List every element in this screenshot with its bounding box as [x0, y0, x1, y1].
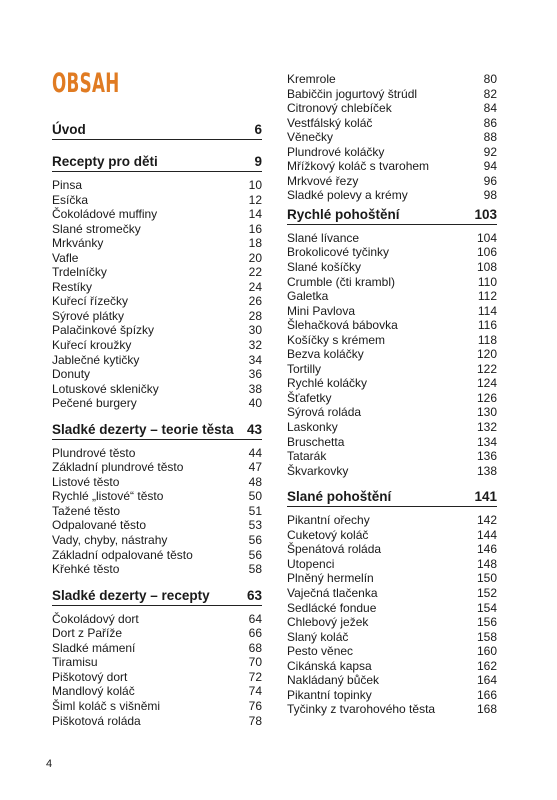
toc-entry[interactable] [52, 178, 262, 193]
toc-entry[interactable] [287, 571, 497, 586]
toc-entry-page: 16 [248, 221, 262, 236]
toc-entry-page: 134 [476, 434, 497, 449]
toc-entry-page: 78 [248, 713, 262, 728]
toc-entry[interactable] [52, 504, 262, 519]
toc-section[interactable] [52, 421, 262, 440]
toc-entry-page: 22 [248, 265, 262, 280]
toc-entry-title: Galetka [287, 289, 329, 304]
toc-entry-page: 72 [248, 669, 262, 684]
section-page: 6 [254, 122, 262, 137]
toc-right-sections [287, 206, 497, 717]
toc-entry-title: Lotuskové skleničky [52, 381, 159, 396]
toc-entry-page: 116 [477, 318, 497, 333]
toc-entry-page: 58 [248, 562, 262, 577]
toc-entry[interactable] [52, 641, 262, 656]
toc-entry[interactable] [287, 318, 497, 333]
toc-entry-page: 20 [248, 250, 262, 265]
toc-entry[interactable] [52, 518, 262, 533]
toc-entry-title: Restíky [52, 279, 93, 294]
toc-section-title: Rychlé pohoštění [287, 206, 400, 222]
toc-entry[interactable] [287, 464, 497, 479]
toc-entry[interactable] [287, 615, 497, 630]
toc-entry[interactable] [287, 174, 497, 189]
toc-entry-page: 80 [483, 72, 497, 86]
toc-entry[interactable] [287, 528, 497, 543]
toc-entry[interactable] [52, 280, 262, 295]
toc-entry-page: 146 [476, 542, 497, 557]
toc-entry[interactable] [287, 420, 497, 435]
toc-entry-page: 168 [476, 702, 497, 717]
toc-entry-page: 66 [248, 626, 262, 641]
toc-entry[interactable] [287, 601, 497, 616]
toc-entry-page: 124 [476, 376, 497, 391]
toc-entry-title: Mrkvánky [52, 236, 104, 251]
toc-entry-page: 150 [476, 571, 497, 586]
toc-entry[interactable] [52, 251, 262, 266]
toc-entry[interactable] [52, 207, 262, 222]
toc-entry-title: Mandlový koláč [52, 684, 135, 699]
toc-entry-title: Donuty [52, 367, 91, 382]
toc-entry-title: Odpalované těsto [52, 518, 147, 533]
toc-entry-title: Listové těsto [52, 474, 120, 489]
toc-entry-page: 120 [476, 347, 497, 362]
toc-entry-title: Plundrové těsto [52, 445, 136, 460]
toc-entry[interactable] [287, 72, 497, 87]
toc-entry[interactable] [287, 101, 497, 116]
toc-entry-page: 24 [248, 279, 262, 294]
toc-entry-page: 108 [476, 260, 497, 275]
toc-entry-page: 56 [248, 533, 262, 548]
toc-entry-page: 142 [476, 513, 497, 528]
toc-entry[interactable] [52, 684, 262, 699]
toc-entry[interactable] [52, 460, 262, 475]
toc-entry-title: Kremrole [287, 72, 336, 86]
toc-entry-page: 166 [476, 687, 497, 702]
toc-entry[interactable] [52, 323, 262, 338]
toc-entry[interactable] [52, 562, 262, 577]
toc-entry-page: 56 [248, 547, 262, 562]
toc-entry-page: 68 [248, 640, 262, 655]
toc-entry-title: Laskonky [287, 420, 338, 435]
toc-entry[interactable] [287, 188, 497, 203]
toc-entry[interactable] [52, 489, 262, 504]
toc-entry[interactable] [287, 659, 497, 674]
toc-entry-page: 158 [476, 629, 497, 644]
toc-entry-title: Slaný koláč [287, 629, 349, 644]
toc-entry-title: Pesto věnec [287, 644, 354, 659]
toc-entry[interactable] [287, 702, 497, 717]
toc-entry-title: Šťafetky [287, 390, 332, 405]
toc-section-title: Sladké dezerty – recepty [52, 587, 210, 603]
toc-entry[interactable] [52, 353, 262, 368]
toc-entry-title: Pikantní ořechy [287, 513, 370, 528]
toc-entry[interactable] [52, 626, 262, 641]
toc-entry-page: 112 [477, 289, 497, 304]
toc-section-page: 43 [246, 421, 262, 437]
toc-entry-title: Pinsa [52, 178, 83, 192]
toc-entry-page: 98 [483, 188, 497, 203]
toc-entry-page: 126 [476, 390, 497, 405]
toc-entry-title: Šlehačková bábovka [287, 318, 398, 333]
toc-entry[interactable] [52, 338, 262, 353]
toc-entry-title: Pečené burgery [52, 396, 137, 411]
toc-entry-page: 82 [483, 86, 497, 101]
toc-entry-page: 110 [477, 274, 497, 289]
toc-entry-page: 28 [248, 308, 262, 323]
toc-entry-page: 94 [483, 159, 497, 174]
toc-entry[interactable] [287, 435, 497, 450]
toc-section-title: Slané pohoštění [287, 489, 392, 505]
toc-entry-title: Špenátová roláda [287, 542, 382, 557]
toc-entry-title: Citronový chlebíček [287, 101, 392, 116]
toc-entry[interactable] [52, 655, 262, 670]
toc-entry-page: 10 [248, 178, 262, 192]
toc-entry-title: Vaječná tlačenka [287, 585, 378, 600]
toc-entry-title: Tortilly [287, 361, 322, 376]
toc-entry-page: 74 [248, 684, 262, 699]
toc-entry-title: Kuřecí kroužky [52, 338, 132, 353]
toc-entry-page: 162 [476, 658, 497, 673]
toc-section-title: Recepty pro děti [52, 154, 158, 169]
toc-entry-page: 64 [248, 611, 262, 626]
toc-entry-title: Dort z Paříže [52, 626, 123, 641]
toc-entry-page: 36 [248, 367, 262, 382]
toc-entry-page: 154 [476, 600, 497, 615]
toc-entry[interactable] [52, 382, 262, 397]
toc-entry-page: 152 [476, 585, 497, 600]
toc-entry-page: 34 [248, 352, 262, 367]
toc-entry[interactable] [287, 333, 497, 348]
toc-entry[interactable] [52, 294, 262, 309]
toc-section[interactable] [287, 488, 497, 507]
page-number: 4 [46, 758, 53, 770]
toc-entry-title: Slané lívance [287, 230, 360, 245]
toc-entry-title: Čokoládový dort [52, 611, 139, 626]
toc-entry-page: 148 [476, 556, 497, 571]
toc-entry-title: Tiramisu [52, 655, 98, 670]
toc-entry-title: Utopenci [287, 556, 335, 571]
toc-entry-title: Crumble (čti krambl) [287, 274, 396, 289]
toc-entry-title: Základní plundrové těsto [52, 460, 184, 475]
toc-entry-title: Cikánská kapsa [287, 658, 372, 673]
toc-entry[interactable] [287, 405, 497, 420]
toc-entry[interactable] [287, 145, 497, 160]
toc-entry-page: 50 [248, 489, 262, 504]
toc-entry[interactable] [287, 449, 497, 464]
toc-section[interactable] [287, 206, 497, 225]
toc-entry-page: 92 [483, 144, 497, 159]
toc-entry-page: 122 [476, 361, 497, 376]
toc-section-title: Sladké dezerty – teorie těsta [52, 421, 234, 437]
toc-entry-title: Trdelníčky [52, 265, 107, 280]
toc-entry-page: 164 [476, 673, 497, 688]
toc-continued-entries [287, 72, 497, 203]
toc-entry[interactable] [52, 612, 262, 627]
toc-entry-page: 26 [248, 294, 262, 309]
toc-left-sections [52, 153, 262, 728]
toc-entry[interactable] [287, 644, 497, 659]
section-title: Úvod [52, 122, 86, 137]
toc-entry-page: 160 [476, 644, 497, 659]
toc-entry-title: Pikantní topinky [287, 687, 372, 702]
toc-entry-title: Bruschetta [287, 434, 345, 449]
toc-entry-title: Sýrová roláda [287, 405, 362, 420]
toc-entry[interactable] [52, 367, 262, 382]
toc-entry-title: Tatarák [287, 449, 327, 464]
toc-entry-title: Esíčka [52, 192, 89, 207]
toc-section[interactable] [52, 153, 262, 172]
toc-entry[interactable] [287, 260, 497, 275]
toc-entry-title: Brokolicové tyčinky [287, 245, 390, 260]
toc-entry[interactable] [52, 446, 262, 461]
toc-entry-page: 12 [248, 192, 262, 207]
toc-entry[interactable] [52, 475, 262, 490]
toc-entry-page: 30 [248, 323, 262, 338]
toc-entry-title: Piškotový dort [52, 669, 128, 684]
toc-entry-page: 138 [476, 463, 497, 478]
toc-entry[interactable] [52, 548, 262, 563]
toc-section-page: 9 [254, 154, 262, 169]
toc-section-page: 103 [474, 206, 497, 222]
toc-entry-page: 48 [248, 474, 262, 489]
toc-entry-title: Vady, chyby, nástrahy [52, 533, 168, 548]
toc-entry-page: 132 [476, 420, 497, 435]
toc-entry[interactable] [287, 513, 497, 528]
toc-entry[interactable] [52, 699, 262, 714]
toc-entry[interactable] [287, 116, 497, 131]
toc-entry-title: Mini Pavlova [287, 303, 356, 318]
toc-entry-title: Šiml koláč s višněmi [52, 698, 161, 713]
toc-entry-title: Mřížkový koláč s tvarohem [287, 159, 430, 174]
toc-entry[interactable] [287, 130, 497, 145]
toc-entry-page: 84 [483, 101, 497, 116]
toc-entry-page: 70 [248, 655, 262, 670]
toc-left-column [52, 121, 262, 728]
toc-entry-title: Slané stromečky [52, 221, 141, 236]
toc-entry-page: 51 [248, 503, 262, 518]
toc-entry-title: Rychlé koláčky [287, 376, 368, 391]
toc-entry-title: Bezva koláčky [287, 347, 364, 362]
toc-entry[interactable] [52, 396, 262, 411]
toc-entry-title: Sýrové plátky [52, 308, 125, 323]
toc-entry[interactable] [287, 245, 497, 260]
toc-entry-page: 156 [476, 615, 497, 630]
toc-entry-title: Tyčinky z tvarohového těsta [287, 702, 436, 717]
toc-section-page: 141 [474, 489, 497, 505]
toc-entry-title: Plundrové koláčky [287, 144, 385, 159]
toc-entry-title: Kuřecí řízečky [52, 294, 129, 309]
toc-entry[interactable] [52, 222, 262, 237]
toc-entry[interactable] [287, 87, 497, 102]
toc-entry[interactable] [287, 630, 497, 645]
toc-entry[interactable] [287, 557, 497, 572]
toc-entry-title: Palačinkové špízky [52, 323, 155, 338]
toc-entry-page: 88 [483, 130, 497, 145]
toc-entry-page: 106 [476, 245, 497, 260]
toc-entry[interactable] [287, 688, 497, 703]
toc-entry[interactable] [287, 231, 497, 246]
toc-entry-title: Tažené těsto [52, 503, 121, 518]
toc-entry-title: Základní odpalované těsto [52, 547, 193, 562]
toc-entry-page: 136 [476, 449, 497, 464]
toc-entry[interactable] [287, 362, 497, 377]
toc-entry-title: Babiččin jogurtový štrúdl [287, 86, 418, 101]
toc-right-column [287, 72, 497, 717]
toc-entry-page: 96 [483, 173, 497, 188]
toc-entry-title: Nakládaný bůček [287, 673, 380, 688]
toc-section[interactable] [52, 587, 262, 606]
toc-entry-title: Čokoládové muffiny [52, 207, 158, 222]
toc-entry[interactable] [52, 309, 262, 324]
toc-entry-title: Sladké mámení [52, 640, 136, 655]
toc-entry-page: 53 [248, 518, 262, 533]
toc-entry[interactable] [52, 193, 262, 208]
toc-entry-title: Rychlé „listové“ těsto [52, 489, 164, 504]
toc-entry-page: 114 [477, 303, 497, 318]
toc-entry-title: Vestfálský koláč [287, 115, 373, 130]
toc-entry[interactable] [52, 533, 262, 548]
toc-entry-page: 104 [476, 230, 497, 245]
toc-entry-title: Jablečné kytičky [52, 352, 140, 367]
toc-entry-title: Plněný hermelín [287, 571, 374, 586]
toc-entry[interactable] [287, 542, 497, 557]
toc-section-intro[interactable] [52, 121, 262, 140]
page-title: OBSAH [52, 68, 120, 99]
toc-entry-title: Chlebový ježek [287, 615, 369, 630]
toc-entry-title: Věnečky [287, 130, 334, 145]
toc-entry-page: 18 [248, 236, 262, 251]
toc-entry-title: Škvarkovky [287, 463, 349, 478]
toc-entry[interactable] [287, 275, 497, 290]
toc-entry-title: Sladké polevy a krémy [287, 188, 408, 203]
toc-entry-page: 118 [477, 332, 497, 347]
toc-entry[interactable] [287, 159, 497, 174]
toc-entry-page: 76 [248, 698, 262, 713]
toc-entry-page: 86 [483, 115, 497, 130]
toc-entry-title: Sedlácké fondue [287, 600, 377, 615]
toc-section-page: 63 [246, 587, 262, 603]
toc-entry-page: 47 [248, 460, 262, 475]
toc-entry[interactable] [52, 236, 262, 251]
toc-entry-page: 32 [248, 338, 262, 353]
toc-entry-title: Vafle [52, 250, 79, 265]
toc-entry[interactable] [287, 304, 497, 319]
toc-entry[interactable] [287, 376, 497, 391]
toc-entry-title: Křehké těsto [52, 562, 120, 577]
toc-entry-page: 130 [476, 405, 497, 420]
toc-entry[interactable] [287, 586, 497, 601]
toc-entry[interactable] [287, 347, 497, 362]
toc-entry-page: 14 [248, 207, 262, 222]
toc-entry-page: 44 [248, 445, 262, 460]
toc-entry[interactable] [287, 391, 497, 406]
toc-entry[interactable] [52, 670, 262, 685]
toc-entry[interactable] [287, 289, 497, 304]
toc-entry-page: 144 [476, 527, 497, 542]
toc-entry[interactable] [287, 673, 497, 688]
toc-entry-title: Slané košíčky [287, 260, 362, 275]
toc-entry[interactable] [52, 714, 262, 729]
toc-entry-title: Mrkvové řezy [287, 173, 359, 188]
toc-entry[interactable] [52, 265, 262, 280]
toc-entry-title: Piškotová roláda [52, 713, 141, 728]
toc-entry-page: 40 [248, 396, 262, 411]
toc-entry-title: Cuketový koláč [287, 527, 369, 542]
toc-entry-page: 38 [248, 381, 262, 396]
toc-entry-title: Košíčky s krémem [287, 332, 386, 347]
